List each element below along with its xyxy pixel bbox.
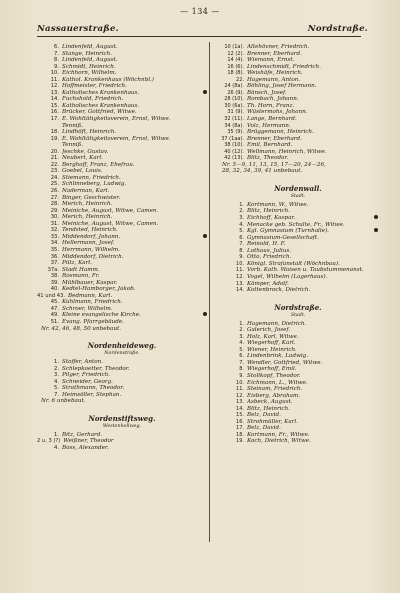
resident-name: Wiegerhoff, Emil. (247, 366, 297, 373)
house-number: 14 (4). (227, 57, 244, 64)
resident-name: Katholisches Krankenhaus. (62, 102, 140, 109)
resident-name: Gymnasium-Gesellschaft. (247, 234, 319, 241)
list-item (218, 438, 378, 445)
section-subtitle: Westenhellweg. (102, 423, 142, 429)
resident-name: Blitz, Heinrich. (247, 208, 290, 215)
resident-name: Hagemann, Dietrich. (247, 320, 307, 327)
resident-name: Stiemann, Friedrich. (62, 174, 121, 181)
resident-name: Strathmann, Theodor. (62, 385, 125, 392)
house-number: 4. (239, 340, 244, 347)
resident-name: Hellermann, Josef. (62, 240, 115, 247)
list-item (37, 445, 207, 452)
resident-name: Weishäfe, Heinrich. (247, 70, 303, 77)
house-number: 47. (50, 305, 59, 312)
house-number: 32 (11). (224, 116, 244, 123)
resident-name: Lindenfeld, August. (62, 57, 118, 64)
house-number: 30. (50, 214, 59, 221)
column-divider (209, 42, 210, 542)
resident-name: Meiniche, August, Witwe, Camen. (62, 220, 159, 227)
resident-name: Mühlbauer, Kaspar. (62, 279, 118, 286)
house-number: 3. (239, 215, 244, 222)
house-number: 4. (54, 444, 59, 451)
house-number: 31 (9). (227, 109, 244, 116)
resident-name: Rombach, Johann. (247, 96, 299, 103)
house-number: 28. (50, 201, 59, 208)
resident-name: Weißner, Theodor (63, 438, 114, 445)
resident-name: Schlepkoetter, Theodor. (62, 365, 130, 372)
resident-name: Middendorf, Johann. (62, 233, 121, 240)
house-number: 9. (54, 63, 59, 70)
house-number: 28 (10). (224, 96, 244, 103)
resident-name: Rosmann, Fr. (62, 273, 100, 280)
resident-name: Hoffmeister, Friedrich. (62, 83, 127, 90)
resident-name: Lindenfeld, August. (62, 44, 118, 50)
resident-name: Steinam, Friedrich. (247, 386, 303, 393)
section-subtitle: Nordenstraße. (104, 351, 140, 357)
right-column (218, 44, 378, 445)
left-column (37, 44, 207, 452)
resident-name: Schlinneberg, Ludwig. (62, 181, 127, 188)
house-number: 19. (50, 135, 59, 142)
header-rule (37, 36, 361, 37)
resident-name: Eisberg, Abraham. (247, 392, 301, 399)
resident-name: Vorb. Kath. Waisen u. Taubstummenanst. (247, 267, 364, 274)
house-number: 29. (50, 207, 59, 214)
section-subtitle: Stadt. (290, 193, 306, 199)
resident-name: Belz, David. (247, 425, 281, 432)
resident-name: Galerich, Josef. (247, 327, 291, 334)
house-number: 21. (50, 155, 59, 162)
resident-name: Pilger, Friedrich. (62, 372, 111, 379)
house-number: 8. (239, 366, 244, 373)
resident-name: Lindenschmidt, Friedrich. (247, 63, 321, 70)
house-number: 13. (236, 280, 244, 287)
house-number: 12. (236, 392, 244, 399)
house-number: 34 (8a). (224, 122, 244, 129)
resident-name: Merich, Heinrich. (62, 214, 113, 221)
resident-name: Schroer, Wilhelm. (62, 305, 113, 312)
house-number: 2. (239, 208, 244, 215)
section-title: Nordenwall. (274, 183, 322, 193)
resident-name: Wüstermohs, Johann. (247, 109, 308, 116)
resident-name: Kottenbrock, Dietrich. (247, 287, 311, 294)
resident-name: Brücker, Gottfried, Witwe. (62, 109, 137, 116)
resident-name: Heimsöller, Stephan. (62, 391, 122, 398)
house-number: 45. (50, 299, 59, 306)
house-number: 6. (239, 234, 244, 241)
house-number: 8. (239, 247, 244, 254)
list-item (37, 319, 207, 326)
resident-name: Meiniche, August, Witwe, Camen. (62, 207, 159, 214)
house-number: 7. (54, 50, 59, 57)
house-number: 15. (236, 412, 244, 419)
house-number: 38 (10). (224, 142, 244, 149)
resident-name: Schmidt, Heinrich. (62, 63, 116, 70)
section-title: Nordstraße. (274, 302, 322, 312)
house-number: 11. (50, 76, 59, 83)
bullet-dot-icon (203, 312, 207, 316)
resident-name: Wiegerhoff, Karl. (247, 340, 296, 347)
closing-note: Nr. 42, 46, 48, 50 unbebaut. (41, 325, 122, 332)
house-number: 18 (8). (227, 70, 244, 77)
house-number: 5. (54, 385, 59, 392)
house-number: 40 (12). (224, 148, 244, 155)
house-number: 1. (54, 431, 59, 438)
house-number: 2. (239, 327, 244, 334)
house-number: 17. (50, 116, 59, 123)
house-number: 9. (239, 372, 244, 379)
bullet-dot-icon (203, 90, 207, 94)
house-number: 41 und 43. (37, 292, 66, 299)
bullet-dot-icon (374, 228, 378, 232)
resident-name: Th. Horn, Franz. (247, 102, 295, 109)
resident-name: Evang. Pfarrgebäude. (62, 318, 124, 325)
right-street-header: Nordstraße. (307, 24, 368, 34)
resident-name: Blitz, Theodor. (247, 155, 289, 162)
house-number: 26 (9). (227, 89, 244, 96)
resident-name: Eichhoff, Kaspar. (247, 215, 296, 222)
resident-name: Koch, Dietrich, Witwe. (247, 438, 311, 445)
resident-name: Emil, Bernhard. (247, 142, 293, 149)
resident-name: Eichhorn, Wilhelm. (62, 70, 117, 77)
house-number: 5. (239, 346, 244, 353)
resident-name: Stollkopf, Theodor. (247, 372, 301, 379)
resident-name: E. Wohltätigkeitsverein, Ernst, Witwe. (62, 135, 171, 142)
section-subtitle: Stadt. (290, 312, 306, 318)
resident-name: Reinold, H. F. (247, 241, 286, 248)
house-number: 24. (50, 174, 59, 181)
resident-name: Pütz, Karl. (62, 260, 92, 267)
house-number: 12 (2). (227, 50, 244, 57)
resident-name: Brenner, Eberhard. (247, 50, 302, 57)
left-street-header: Nassauerstraße. (37, 24, 119, 34)
resident-name: Binger, Geschwister. (62, 194, 121, 201)
house-number: 8. (54, 57, 59, 64)
house-number: 51. (50, 318, 59, 325)
resident-name: Brüggemann, Heinrich. (247, 129, 314, 136)
house-number: 35. (50, 246, 59, 253)
resident-name: Stadt Hamm. (62, 266, 100, 273)
house-number: 6. (54, 44, 59, 50)
resident-name: Wiener, Heinrich. (247, 346, 297, 353)
resident-name: Brenner, Eberhard. (247, 135, 302, 142)
resident-name: Stoffer, Anton. (62, 359, 103, 366)
house-number: 3. (54, 372, 59, 379)
house-number: 25. (50, 181, 59, 188)
house-number: 1. (239, 201, 244, 208)
section-note: Nr. 6 unbebaut. (41, 398, 86, 405)
resident-name: Stange, Heinrich. (62, 50, 113, 57)
resident-name: Lindhöft, Heinrich. (62, 129, 117, 136)
resident-name: Kortmann, W., Witwe. (247, 201, 309, 208)
resident-name: Hagemann, Anton. (247, 76, 301, 83)
house-number: 10. (50, 70, 59, 77)
resident-name: Altehövner, Friedrich. (247, 44, 310, 50)
house-number: 18. (236, 431, 244, 438)
house-number: 17. (236, 425, 244, 432)
house-number: 34. (50, 240, 59, 247)
house-number: 49. (50, 312, 59, 319)
resident-name: Neubert, Karl. (62, 155, 103, 162)
unbuilt-note: Nr. 5—9, 11, 13, 15, 17—20, 24—26, (222, 161, 326, 168)
house-number: 6. (239, 353, 244, 360)
house-number: 16. (50, 109, 59, 116)
house-number: 7. (54, 391, 59, 398)
resident-name: Herrmann, Wilhelm. (62, 246, 120, 253)
house-number: 19. (236, 438, 244, 445)
house-number: 22. (236, 76, 244, 83)
house-number: 35 (9). (227, 129, 244, 136)
house-number: 13. (236, 399, 244, 406)
house-number: 38. (50, 273, 59, 280)
house-number: 11. (236, 386, 244, 393)
house-number: 37 (1aa). (221, 135, 244, 142)
resident-name: Naderman, Karl. (62, 188, 110, 195)
resident-name: Kortmann, Fr., Witwe. (247, 431, 310, 438)
house-number: 11. (236, 267, 244, 274)
house-number: 20. (50, 148, 59, 155)
resident-name: Bedmann, Karl. (68, 292, 113, 299)
resident-name: Goebel, Louis. (62, 168, 103, 175)
list-item (218, 287, 378, 294)
resident-name: Strohmüller, Karl. (247, 418, 298, 425)
resident-name: Kgl. Gymnasium (Turnhalle). (247, 228, 329, 235)
resident-name: Jeschke, Gustav. (62, 148, 109, 155)
house-number: 10. (236, 260, 244, 267)
house-number: 37. (50, 260, 59, 267)
house-number: 4. (239, 221, 244, 228)
house-number: 1. (239, 320, 244, 327)
house-number: 7. (239, 241, 244, 248)
resident-name: Kathol. Krankenhaus (Wöchnbl.) (62, 76, 154, 83)
house-number: 39. (50, 279, 59, 286)
house-number: 12. (236, 273, 244, 280)
resident-name: Volz, Hermann. (247, 122, 291, 129)
resident-name: Eichmann, L., Witwe. (247, 379, 308, 386)
house-number: 27. (50, 194, 59, 201)
resident-name: Tenniß. (62, 122, 84, 129)
bullet-dot-icon (203, 234, 207, 238)
resident-name: Tenniß. (62, 142, 84, 149)
resident-name: Menacke geb. Schulte, Fr., Witwe. (247, 221, 345, 228)
house-number: 9. (239, 254, 244, 261)
house-number: 30 (6a). (224, 102, 244, 109)
resident-name: Wendler, Gottfried, Witwe. (247, 359, 323, 366)
house-number: 36. (50, 253, 59, 260)
resident-name: Lange, Bernhard. (247, 116, 297, 123)
resident-name: Vogel, Wilhelm (Lagerhaus). (247, 273, 328, 280)
house-number: 13. (50, 89, 59, 96)
house-number: 1. (54, 359, 59, 366)
resident-name: Königl. Strafanstalt (Wöchnbau). (247, 260, 340, 267)
house-number: 14. (236, 287, 244, 294)
list-item (218, 155, 378, 162)
house-number: 10. (236, 379, 244, 386)
resident-name: Bänsch, Josef. (247, 89, 287, 96)
house-number: 15. (50, 102, 59, 109)
resident-name: Kämper, Adolf. (247, 280, 289, 287)
resident-name: Lindenbrink, Ludwig. (247, 353, 309, 360)
bullet-dot-icon (374, 215, 378, 219)
resident-name: Katholisches Krankenhaus. (62, 89, 140, 96)
resident-name: Schneider, Georg. (62, 378, 113, 385)
house-number: 18. (50, 129, 59, 136)
resident-name: Holz, Karl, Witwe. (247, 333, 299, 340)
page-number: — 134 — (180, 7, 220, 16)
house-number: 22. (50, 161, 59, 168)
house-number: 7. (239, 359, 244, 366)
resident-name: Merich, Heinrich. (62, 201, 113, 208)
resident-name: Wiemann, Ernst. (247, 57, 295, 64)
house-number: 23. (50, 168, 59, 175)
resident-name: Fuchshold, Friedrich. (62, 96, 124, 103)
resident-name: Berghoff, Franz, Ehefrau. (62, 161, 135, 168)
house-number: 10 (1a). (224, 44, 244, 50)
house-number: 31. (50, 220, 59, 227)
house-number: 26. (50, 188, 59, 195)
house-number: 2 u. 3 (?) (37, 438, 61, 445)
resident-name: Lothaus, Julius. (247, 247, 291, 254)
house-number: 40. (50, 286, 59, 293)
house-number: 14. (50, 96, 59, 103)
resident-name: Wellmann, Heinrich, Witwe. (247, 148, 327, 155)
resident-name: Kuhlmann, Friedrich. (62, 299, 123, 306)
house-number: 12. (50, 83, 59, 90)
house-number: 2. (54, 365, 59, 372)
resident-name: Otto, Friedrich. (247, 254, 292, 261)
unbuilt-note-continued: 28, 32, 34, 39, 41 unbebaut. (222, 168, 303, 175)
resident-name: Boss, Alexander. (62, 444, 109, 451)
house-number: 24 (8a). (224, 83, 244, 90)
section-title: Nordenheideweg. (87, 341, 157, 351)
resident-name: Kleine evangelische Kirche. (62, 312, 141, 319)
resident-name: Belz, David. (247, 412, 281, 419)
resident-name: E. Wohltätigkeitsverein, Ernst, Witwe. (62, 116, 171, 123)
resident-name: Kedtel-Hamborger, Jakob. (62, 286, 136, 293)
resident-name: Asbeck, August. (247, 399, 293, 406)
house-number: 16. (236, 418, 244, 425)
resident-name: Böhling, Josef Hermann. (247, 83, 317, 90)
house-number: 33. (50, 233, 59, 240)
section-title: Nordenstiftsweg. (88, 413, 156, 423)
resident-name: Middendorf, Dietrich. (62, 253, 124, 260)
resident-name: Blitz, Heinrich. (247, 405, 290, 412)
house-number: 42 (13). (224, 155, 244, 162)
house-number: 3. (239, 333, 244, 340)
house-number: 5. (239, 228, 244, 235)
house-number: 16 (6). (227, 63, 244, 70)
resident-name: Bitz, Gerhard. (62, 431, 103, 438)
house-number: 4. (54, 378, 59, 385)
house-number: 14. (236, 405, 244, 412)
resident-name: Tendsted, Heinrich. (62, 227, 118, 234)
house-number: 37a. (47, 266, 59, 273)
house-number: 32. (50, 227, 59, 234)
